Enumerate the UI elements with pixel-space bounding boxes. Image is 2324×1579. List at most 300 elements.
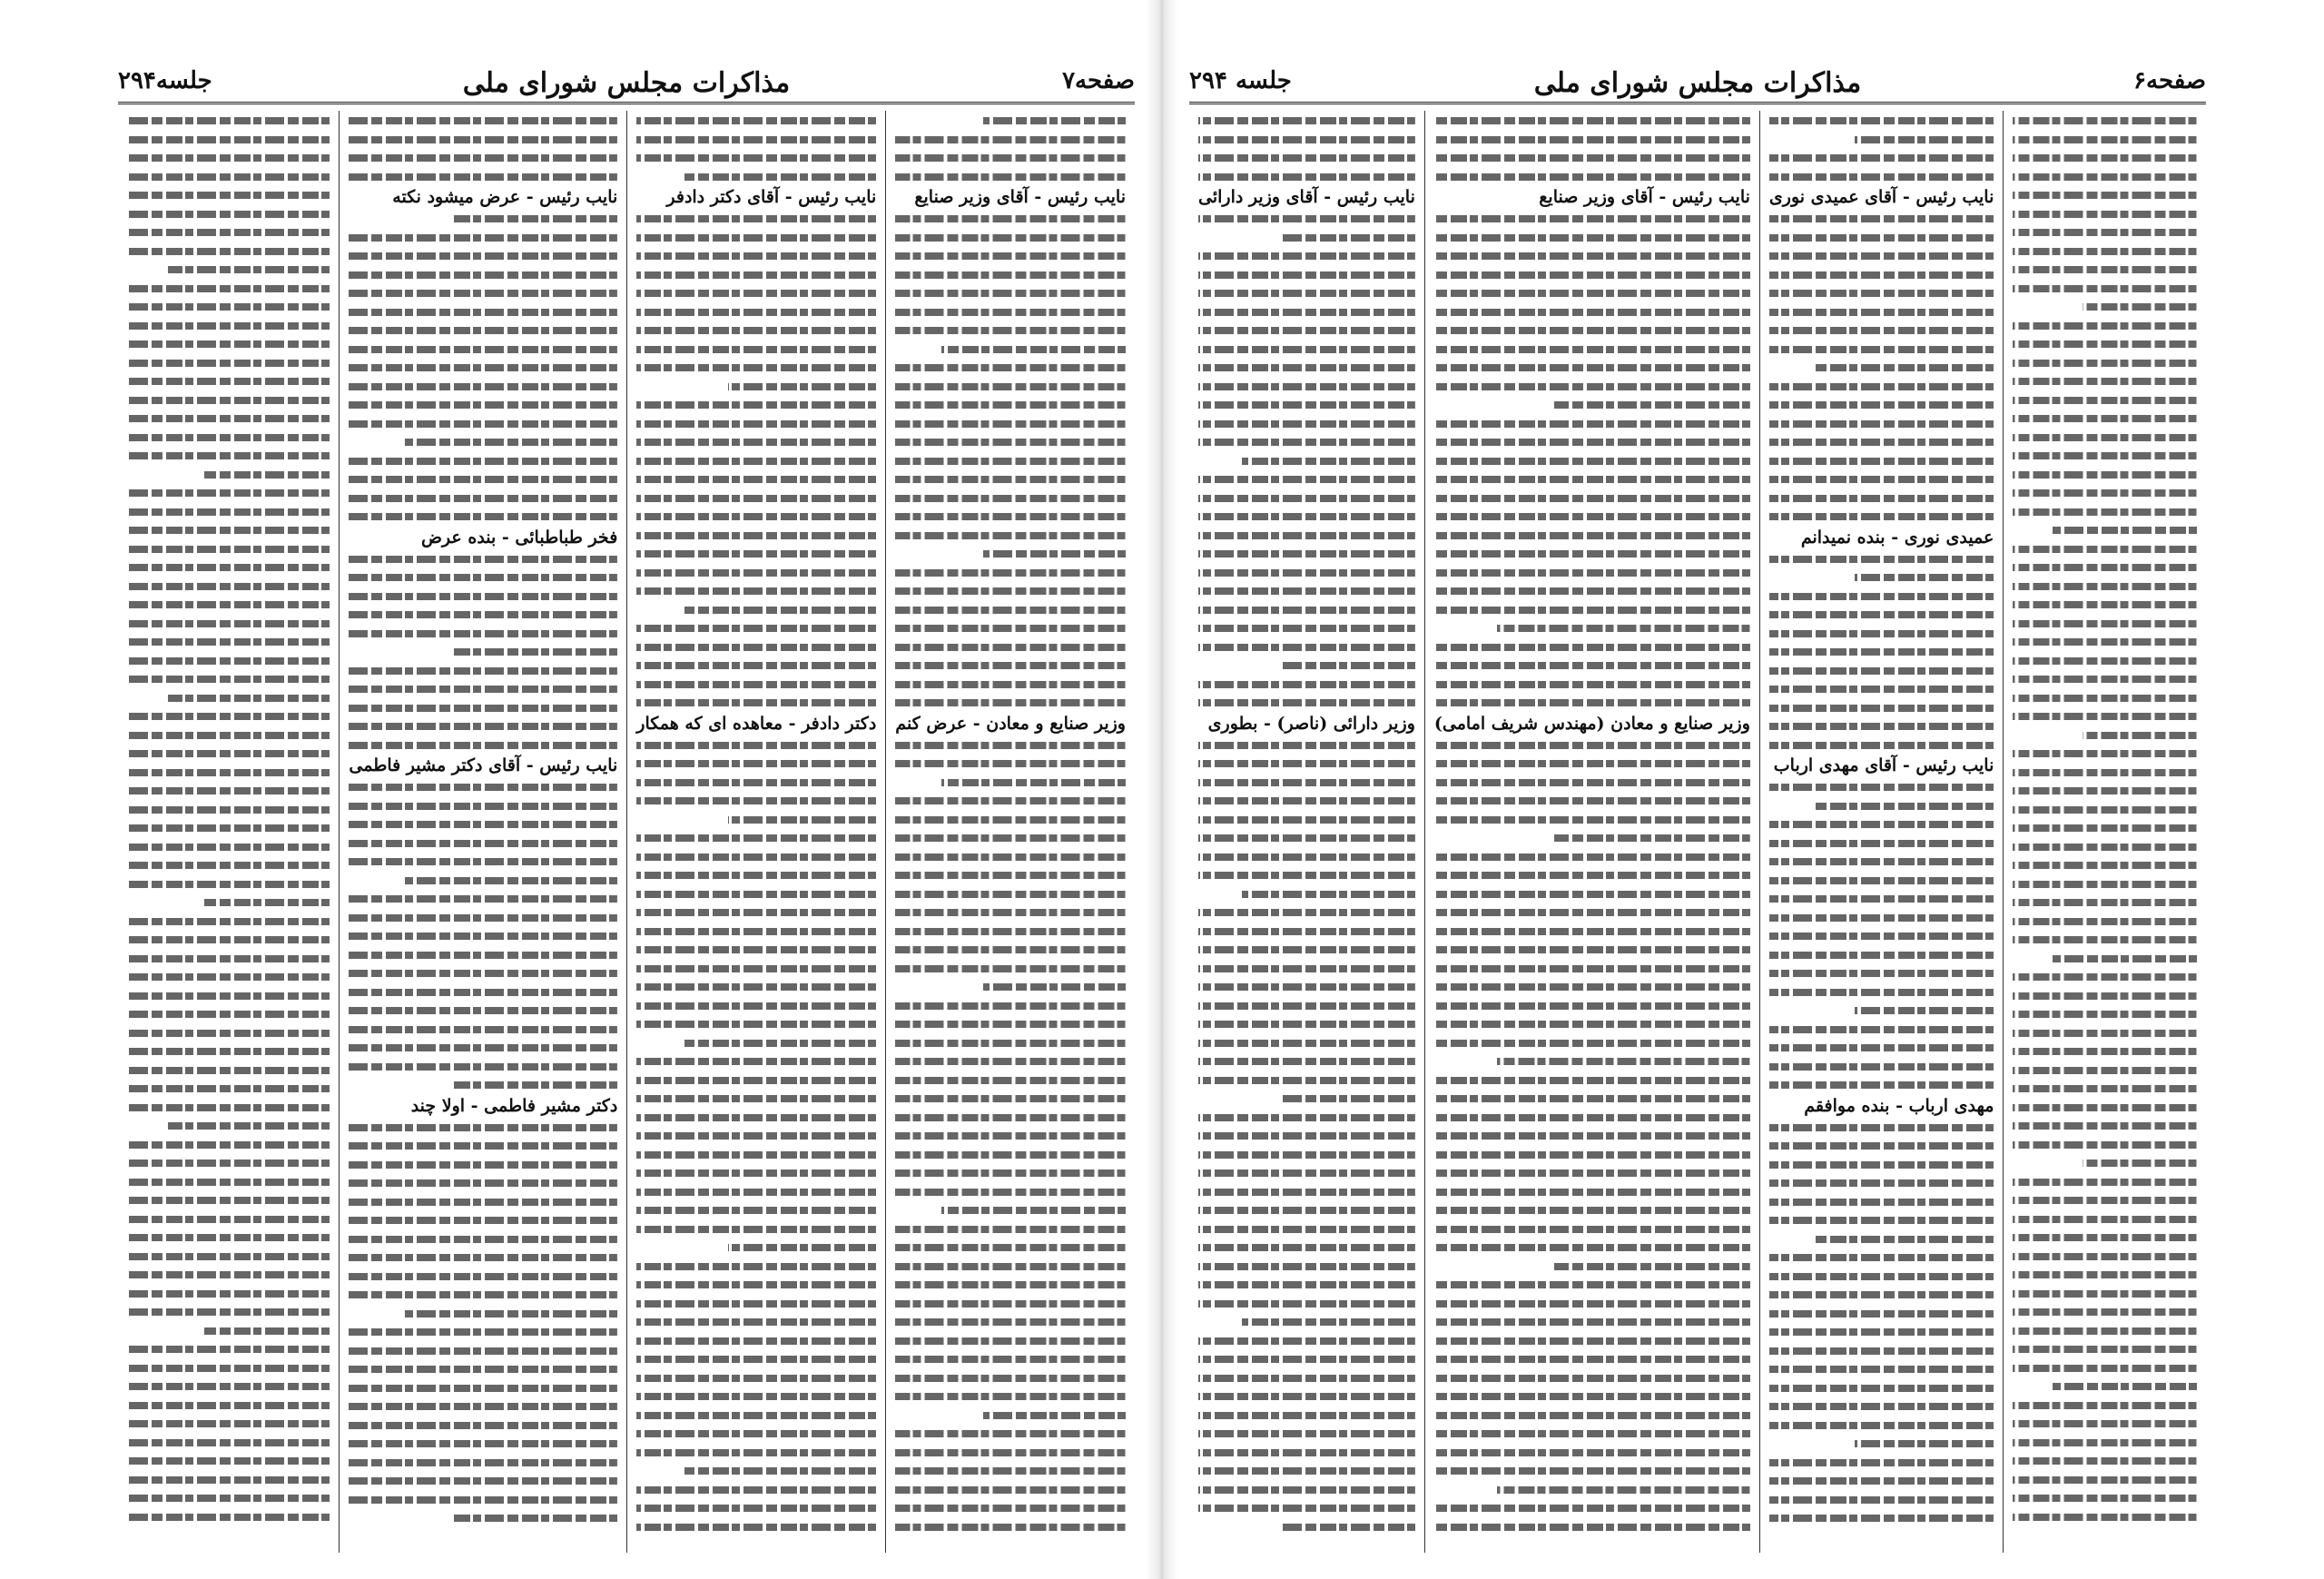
text-line — [636, 1387, 876, 1406]
text-line — [636, 847, 876, 866]
text-line — [1769, 1038, 1994, 1057]
text-line — [2013, 912, 2197, 931]
text-line — [127, 242, 330, 261]
text-line — [1198, 414, 1415, 433]
text-line — [349, 661, 617, 680]
text-line — [349, 321, 617, 340]
text-line — [2013, 930, 2197, 949]
text-line — [349, 1490, 617, 1509]
text-line — [127, 818, 330, 837]
text-line — [1434, 1517, 1750, 1536]
text-line — [1769, 265, 1994, 284]
text-line — [1198, 1480, 1415, 1499]
text-line — [2013, 632, 2197, 651]
text-line — [1434, 1182, 1750, 1201]
text-line — [2013, 800, 2197, 819]
text-line — [1198, 544, 1415, 563]
text-line — [127, 930, 330, 949]
text-line — [636, 563, 876, 582]
text-line — [1434, 1200, 1750, 1219]
book-gutter — [1146, 0, 1178, 1579]
text-line — [127, 130, 330, 149]
text-line — [1198, 377, 1415, 396]
text-line — [127, 912, 330, 931]
text-line — [1434, 791, 1750, 810]
text-line — [2013, 577, 2197, 596]
text-line — [349, 814, 617, 834]
left-page-number: صفحه۷ — [1062, 67, 1135, 94]
speaker-heading: نایب رئیس - عرض میشود نکته — [392, 187, 618, 207]
text-line — [636, 130, 876, 149]
text-line — [2013, 818, 2197, 837]
text-line — [2013, 1247, 2197, 1266]
text-line — [127, 539, 330, 558]
text-line — [1434, 507, 1750, 526]
text-line — [636, 1312, 876, 1331]
text-line — [636, 773, 876, 792]
text-line — [1769, 661, 1994, 680]
text-line — [1198, 996, 1415, 1015]
text-line — [1434, 377, 1750, 396]
left-col-1 — [885, 111, 1135, 1553]
text-line — [2013, 651, 2197, 670]
text-line — [2013, 1061, 2197, 1080]
text-line — [1198, 1275, 1415, 1294]
text-line — [895, 1424, 1126, 1443]
text-line — [1769, 507, 1994, 526]
text-line — [636, 1480, 876, 1499]
right-page-header — [1189, 64, 2206, 100]
text-line — [1434, 302, 1750, 321]
text-line — [1769, 1416, 1994, 1435]
text-line — [349, 1136, 617, 1155]
text-line — [349, 1192, 617, 1211]
text-line — [941, 773, 1126, 792]
text-line — [2050, 520, 2197, 539]
text-line — [1198, 810, 1415, 829]
text-line — [2013, 1414, 2197, 1433]
text-line — [204, 893, 330, 912]
text-line — [1198, 959, 1415, 978]
right-page-number: صفحه۶ — [2133, 67, 2206, 94]
text-line — [1281, 1517, 1415, 1536]
text-line — [2013, 1209, 2197, 1229]
text-line — [1434, 432, 1750, 451]
text-line — [636, 618, 876, 637]
text-line — [895, 1387, 1126, 1406]
text-line — [895, 1461, 1126, 1480]
text-line — [1434, 1275, 1750, 1294]
text-line — [2013, 763, 2197, 782]
text-line — [1198, 847, 1415, 866]
text-line — [349, 167, 617, 186]
text-line — [1198, 1257, 1415, 1276]
text-line — [895, 1108, 1126, 1127]
text-line — [1769, 1378, 1994, 1397]
text-line — [451, 209, 617, 228]
text-line — [2013, 148, 2197, 167]
text-line — [349, 1229, 617, 1248]
text-line — [636, 656, 876, 675]
text-line — [1769, 340, 1994, 359]
text-line — [1198, 1443, 1415, 1462]
text-line — [636, 1051, 876, 1071]
text-line — [127, 1023, 330, 1042]
text-line — [1769, 1118, 1994, 1137]
text-line — [349, 246, 617, 265]
text-line — [127, 204, 330, 223]
text-line — [1198, 1182, 1415, 1201]
text-line — [1198, 1387, 1415, 1406]
text-line — [349, 926, 617, 945]
text-line — [1434, 1294, 1750, 1313]
text-line — [895, 1312, 1126, 1331]
text-line — [895, 302, 1126, 321]
text-line — [636, 1424, 876, 1443]
right-col-3 — [1424, 111, 1759, 1553]
text-line — [983, 1406, 1126, 1425]
text-line — [2013, 222, 2197, 242]
text-line — [636, 302, 876, 321]
text-line — [2013, 1098, 2197, 1117]
text-line — [1434, 693, 1750, 712]
text-line — [1855, 130, 1994, 149]
text-line — [1198, 1033, 1415, 1052]
left-page-title: مذاکرات مجلس شورای ملی — [462, 67, 791, 99]
text-line — [451, 642, 617, 661]
text-line — [895, 377, 1126, 396]
text-line — [349, 469, 617, 489]
text-line — [127, 1507, 330, 1526]
text-line — [895, 1257, 1126, 1276]
text-line — [204, 1321, 330, 1340]
text-line — [895, 903, 1126, 922]
text-line — [349, 777, 617, 796]
text-line — [2013, 1451, 2197, 1470]
text-line — [349, 1173, 617, 1192]
text-line — [349, 377, 617, 396]
text-line — [2013, 428, 2197, 447]
text-line — [636, 395, 876, 414]
text-line — [1434, 735, 1750, 755]
text-line — [895, 791, 1126, 810]
text-line — [349, 1155, 617, 1174]
text-line — [127, 725, 330, 745]
text-line — [349, 1038, 617, 1057]
text-line — [127, 334, 330, 353]
text-line — [127, 781, 330, 800]
text-line — [127, 1358, 330, 1377]
text-line — [349, 963, 617, 982]
text-line — [1814, 358, 1994, 377]
text-line — [983, 544, 1126, 563]
text-line — [1434, 675, 1750, 694]
text-line — [1769, 377, 1994, 396]
left-page-header — [118, 64, 1135, 100]
text-line — [127, 1470, 330, 1489]
text-line — [895, 618, 1126, 637]
text-line — [2013, 371, 2197, 390]
text-line — [2013, 1023, 2197, 1042]
text-line — [127, 763, 330, 782]
text-line — [1198, 1219, 1415, 1239]
text-line — [2013, 1396, 2197, 1415]
text-line — [127, 1414, 330, 1433]
text-line — [1434, 810, 1750, 829]
text-line — [349, 1267, 617, 1286]
speaker-heading: نایب رئیس - آقای وزیر صنایع — [1539, 187, 1750, 207]
right-col-2 — [1759, 111, 2003, 1553]
text-line — [2013, 502, 2197, 521]
text-line — [1769, 1248, 1994, 1267]
text-line — [1769, 716, 1994, 735]
text-line — [728, 377, 877, 396]
text-line — [1198, 581, 1415, 600]
text-line — [1198, 246, 1415, 265]
text-line — [895, 321, 1126, 340]
text-line — [1198, 1071, 1415, 1090]
text-line — [1769, 167, 1994, 186]
text-line — [1198, 1238, 1415, 1257]
text-line — [127, 446, 330, 465]
text-line — [1198, 1349, 1415, 1368]
text-line — [941, 340, 1126, 359]
text-line — [895, 1163, 1126, 1182]
text-line — [127, 1247, 330, 1266]
text-line — [349, 716, 617, 735]
text-line — [1198, 1294, 1415, 1313]
text-line — [1434, 228, 1750, 247]
text-line — [1434, 977, 1750, 996]
text-line — [1198, 1126, 1415, 1145]
text-line — [636, 903, 876, 922]
text-line — [1434, 656, 1750, 675]
text-line — [1769, 1341, 1994, 1360]
text-line — [1434, 111, 1750, 130]
text-line — [1198, 111, 1415, 130]
text-line — [1434, 1126, 1750, 1145]
text-line — [1769, 834, 1994, 853]
text-line — [2013, 130, 2197, 149]
text-line — [1769, 1075, 1994, 1094]
text-line — [1769, 1508, 1994, 1527]
text-line — [636, 544, 876, 563]
right-page-columns — [1189, 111, 2206, 1553]
text-line — [2013, 744, 2197, 763]
text-line — [1434, 1071, 1750, 1090]
text-line — [1769, 469, 1994, 489]
text-line — [1769, 1471, 1994, 1490]
text-line — [127, 222, 330, 242]
speaker-heading: وزیر صنایع و معادن (مهندس شریف امامی) — [1433, 713, 1750, 734]
text-line — [1434, 1443, 1750, 1462]
text-line — [349, 489, 617, 508]
text-line — [1769, 228, 1994, 247]
text-line — [636, 922, 876, 941]
text-line — [1198, 130, 1415, 149]
text-line — [1198, 600, 1415, 619]
text-line — [2013, 390, 2197, 410]
text-line — [1434, 321, 1750, 340]
text-line — [1434, 847, 1750, 866]
right-page-session: جلسه ۲۹۴ — [1189, 67, 1292, 94]
text-line — [1198, 526, 1415, 545]
text-line — [1434, 1145, 1750, 1164]
text-line — [1769, 871, 1994, 890]
text-line — [1769, 945, 1994, 964]
text-line — [1434, 1219, 1750, 1239]
text-line — [2013, 614, 2197, 633]
text-line — [127, 800, 330, 819]
text-line — [1434, 265, 1750, 284]
text-line — [127, 1488, 330, 1507]
text-line — [1434, 130, 1750, 149]
text-line — [127, 558, 330, 577]
text-line — [895, 209, 1126, 228]
text-line — [1434, 600, 1750, 619]
text-line — [1434, 451, 1750, 470]
text-line — [636, 977, 876, 996]
text-line — [636, 1498, 876, 1517]
text-line — [895, 1219, 1126, 1239]
text-line — [895, 414, 1126, 433]
text-line — [2013, 781, 2197, 800]
left-page — [118, 64, 1135, 1553]
text-line — [636, 265, 876, 284]
text-line — [983, 111, 1126, 130]
text-line — [636, 637, 876, 656]
left-page-session: جلسه۲۹۴ — [118, 67, 212, 94]
text-line — [895, 148, 1126, 167]
text-line — [2013, 446, 2197, 465]
text-line — [349, 1453, 617, 1472]
text-line — [349, 624, 617, 643]
text-line — [1769, 1057, 1994, 1076]
text-line — [684, 1461, 876, 1480]
text-line — [1769, 1136, 1994, 1155]
text-line — [895, 1517, 1126, 1536]
text-line — [2013, 855, 2197, 874]
text-line — [1434, 1089, 1750, 1108]
text-line — [895, 432, 1126, 451]
text-line — [168, 260, 330, 279]
text-line — [1434, 1033, 1750, 1052]
text-line — [895, 395, 1126, 414]
text-line — [349, 1341, 617, 1360]
text-line — [127, 520, 330, 539]
text-line — [1198, 922, 1415, 941]
text-line — [895, 637, 1126, 656]
text-line — [349, 1057, 617, 1076]
text-line — [1198, 167, 1415, 186]
text-line — [127, 483, 330, 502]
text-line — [127, 1377, 330, 1396]
text-line — [2013, 1302, 2197, 1321]
text-line — [349, 302, 617, 321]
text-line — [684, 1033, 876, 1052]
text-line — [349, 414, 617, 433]
text-line — [636, 581, 876, 600]
speaker-heading: وزیر صنایع و معادن - عرض کنم — [895, 713, 1126, 734]
text-line — [127, 297, 330, 316]
text-line — [2013, 1004, 2197, 1023]
text-line — [1769, 1490, 1994, 1509]
text-line — [895, 1275, 1126, 1294]
text-line — [127, 316, 330, 335]
text-line — [636, 111, 876, 130]
text-line — [127, 577, 330, 596]
text-line — [2013, 185, 2197, 204]
text-line — [895, 358, 1126, 377]
text-line — [1769, 489, 1994, 508]
text-line — [1434, 1498, 1750, 1517]
text-line — [127, 1451, 330, 1470]
text-line — [1434, 637, 1750, 656]
text-line — [895, 865, 1126, 884]
text-line — [1198, 1331, 1415, 1350]
text-line — [1554, 395, 1750, 414]
text-line — [636, 1145, 876, 1164]
text-line — [1769, 414, 1994, 433]
text-line — [168, 1116, 330, 1135]
text-line — [636, 1368, 876, 1387]
text-line — [2013, 669, 2197, 688]
text-line — [1434, 544, 1750, 563]
text-line — [2013, 1228, 2197, 1247]
text-line — [1198, 1051, 1415, 1071]
text-line — [1434, 148, 1750, 167]
text-line — [349, 908, 617, 927]
text-line — [1769, 679, 1994, 698]
text-line — [1198, 791, 1415, 810]
text-line — [895, 1331, 1126, 1350]
text-line — [636, 414, 876, 433]
text-line — [895, 1443, 1126, 1462]
text-line — [127, 1339, 330, 1358]
text-line — [127, 949, 330, 968]
text-line — [1769, 1285, 1994, 1304]
text-line — [636, 959, 876, 978]
text-line — [895, 469, 1126, 489]
text-line — [1814, 1229, 1994, 1248]
text-line — [895, 130, 1126, 149]
left-col-3 — [339, 111, 626, 1553]
text-line — [1769, 735, 1994, 755]
text-line — [895, 526, 1126, 545]
text-line — [2013, 1172, 2197, 1191]
text-line — [636, 246, 876, 265]
text-line — [895, 884, 1126, 903]
text-line — [127, 1190, 330, 1209]
text-line — [895, 1498, 1126, 1517]
text-line — [1242, 884, 1415, 903]
text-line — [1434, 903, 1750, 922]
text-line — [349, 1396, 617, 1416]
text-line — [2013, 1190, 2197, 1209]
text-line — [1198, 754, 1415, 773]
text-line — [895, 265, 1126, 284]
text-line — [127, 371, 330, 390]
speaker-heading: نایب رئیس - آقای دکتر دادفر — [666, 187, 877, 207]
text-line — [2013, 893, 2197, 912]
text-line — [1198, 773, 1415, 792]
text-line — [1434, 1387, 1750, 1406]
right-page-title: مذاکرات مجلس شورای ملی — [1533, 67, 1862, 99]
text-line — [636, 1126, 876, 1145]
text-line — [895, 246, 1126, 265]
text-line — [895, 828, 1126, 847]
text-line — [1434, 1461, 1750, 1480]
